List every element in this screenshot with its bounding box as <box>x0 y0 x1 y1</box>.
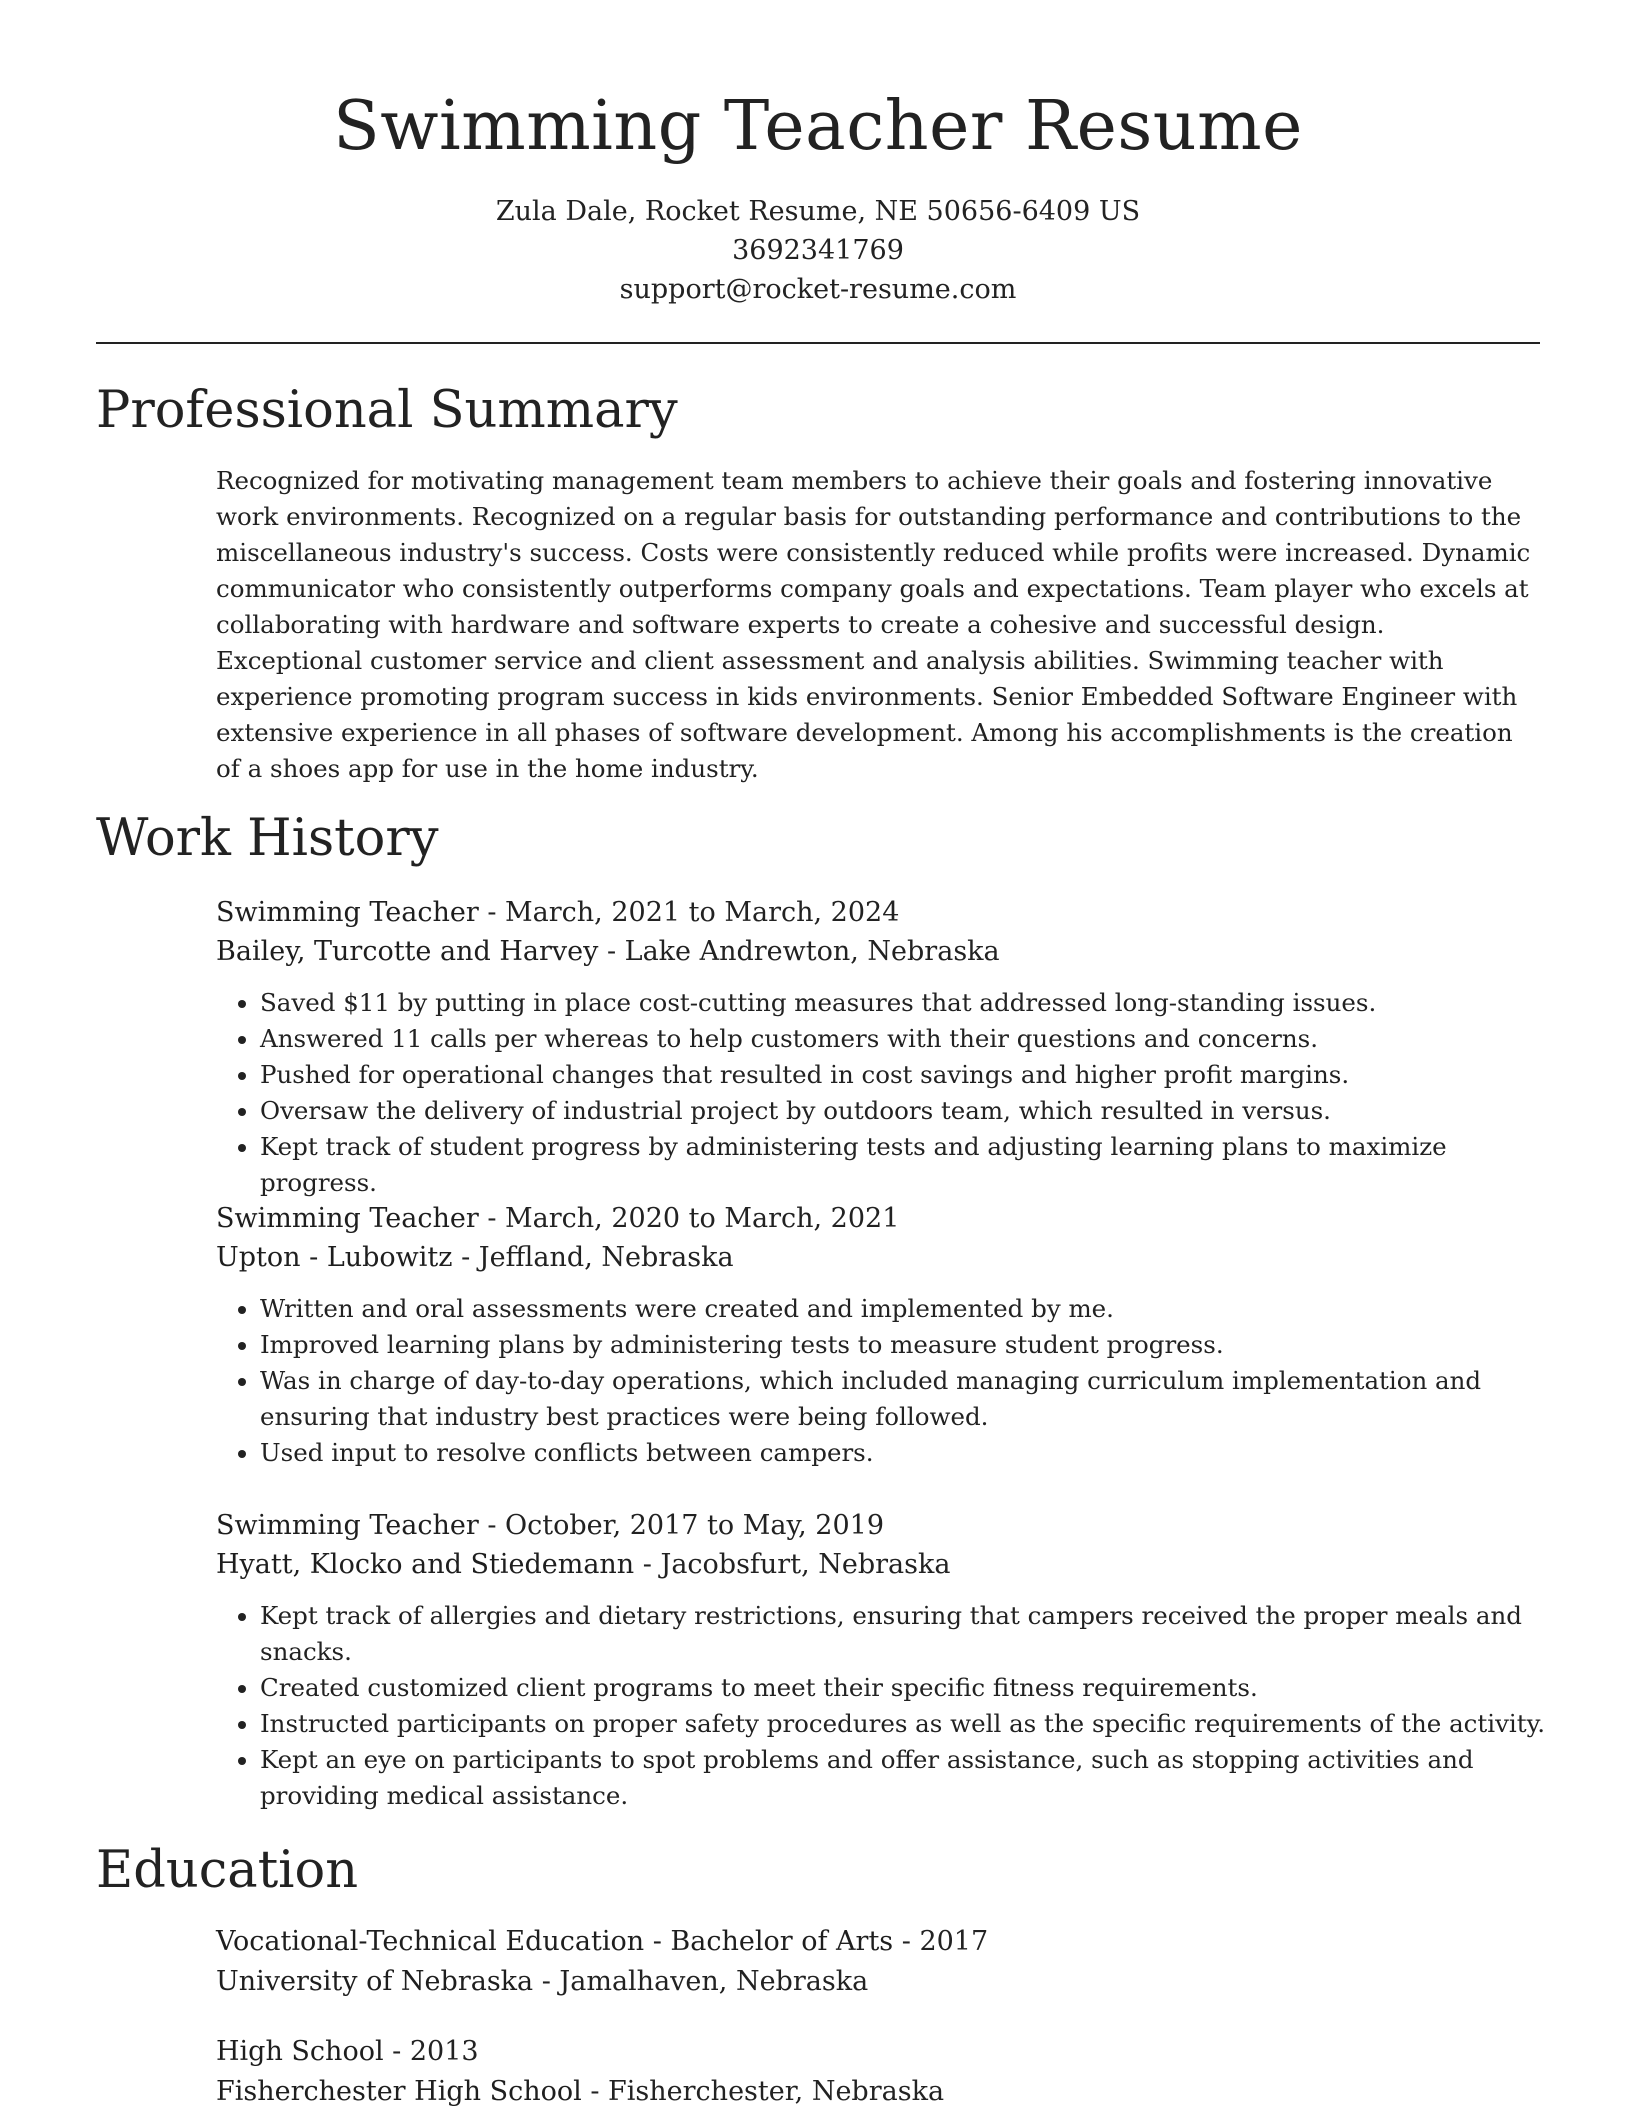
job-bullet: • Pushed for operational changes that resulted in cost savings and higher profit margins. <box>260 1057 1546 1093</box>
job-employer-line <box>216 1545 1546 1584</box>
job-entry <box>216 1199 1546 1471</box>
job-dates: - October, 2017 to May, 2019 <box>478 1510 885 1541</box>
education-degree-line <box>216 1922 1536 1962</box>
job-bullet: • Created customized client programs to meet their specific fitness requirements. <box>260 1670 1546 1706</box>
job-title: Swimming Teacher <box>216 897 479 928</box>
education-degree-line <box>216 2032 1536 2072</box>
education-degree: Vocational-Technical Education - Bachelor of Arts <box>216 1926 894 1957</box>
contact-phone: 3692341769 <box>732 235 904 266</box>
summary-text: Recognized for motivating management team members to achieve their goals and fostering innovative work environments. Recognized on a regular basis for outstanding performance and contributions to the miscellaneous industry's success. Costs were consistently reduced while profits were increased. Dynamic communicator who consistently outperforms company goals and expectations. Team player who excels at collaborating with hardware and software experts to create a cohesive and successful design. Exceptional customer service and client assessment and analysis abilities. Swimming teacher with experience promoting program success in kids environments. Senior Embedded Software Engineer with extensive experience in all phases of software development. Among his accomplishments is the creation of a shoes app for use in the home industry. <box>216 466 1531 783</box>
work-history-heading: Work History <box>96 809 439 868</box>
education-entry <box>216 1922 1536 2002</box>
job-bullets <box>216 1291 1546 1471</box>
education-school: Fisherchester High School <box>216 2076 582 2107</box>
job-title: Swimming Teacher <box>216 1510 479 1541</box>
job-bullet: • Instructed participants on proper safety procedures as well as the specific requirements of the activity. <box>260 1706 1546 1742</box>
job-dates: - March, 2021 to March, 2024 <box>478 897 900 928</box>
education-heading: Education <box>96 1841 359 1900</box>
job-employer: Hyatt, Klocko and Stiedemann <box>216 1549 635 1580</box>
header-divider <box>96 342 1540 344</box>
contact-block <box>96 192 1540 309</box>
summary-heading: Professional Summary <box>96 381 678 440</box>
job-title: Swimming Teacher <box>216 1203 479 1234</box>
job-bullet: • Answered 11 calls per whereas to help customers with their questions and concerns. <box>260 1021 1546 1057</box>
job-bullet: • Written and oral assessments were created and implemented by me. <box>260 1291 1546 1327</box>
job-employer: Bailey, Turcotte and Harvey <box>216 936 599 967</box>
job-title-line <box>216 1506 1546 1545</box>
contact-email: support@rocket-resume.com <box>619 274 1017 305</box>
job-entry <box>216 1506 1546 1814</box>
job-bullet: • Saved $11 by putting in place cost-cutting measures that addressed long-standing issues. <box>260 985 1546 1021</box>
job-title-line <box>216 893 1546 932</box>
education-location: - Jamalhaven, Nebraska <box>533 1966 869 1997</box>
job-bullet: • Kept track of allergies and dietary restrictions, ensuring that campers received the proper meals and snacks. <box>260 1598 1546 1670</box>
education-year: - 2013 <box>383 2036 479 2067</box>
job-bullet: • Kept track of student progress by administering tests and adjusting learning plans to maximize progress. <box>260 1129 1546 1201</box>
job-bullets <box>216 1598 1546 1814</box>
job-bullet: • Used input to resolve conflicts between campers. <box>260 1435 1546 1471</box>
contact-address: Zula Dale, Rocket Resume, NE 50656-6409 US <box>495 196 1141 227</box>
job-entry <box>216 893 1546 1201</box>
job-employer: Upton - Lubowitz <box>216 1242 453 1273</box>
job-location: - Lake Andrewton, Nebraska <box>598 936 1000 967</box>
job-location: - Jeffland, Nebraska <box>452 1242 734 1273</box>
education-entry <box>216 2032 1536 2112</box>
education-school-line <box>216 1962 1536 2002</box>
job-employer-line <box>216 932 1546 971</box>
job-bullet: • Was in charge of day-to-day operations, which included managing curriculum implementation and ensuring that industry best practices were being followed. <box>260 1363 1546 1435</box>
resume-title: Swimming Teacher Resume <box>333 87 1303 166</box>
job-bullet: • Kept an eye on participants to spot problems and offer assistance, such as stopping activities and providing medical assistance. <box>260 1742 1546 1814</box>
job-employer-line <box>216 1238 1546 1277</box>
education-school-line <box>216 2072 1536 2112</box>
education-school: University of Nebraska <box>216 1966 534 1997</box>
job-dates: - March, 2020 to March, 2021 <box>478 1203 900 1234</box>
education-year: - 2017 <box>893 1926 989 1957</box>
job-location: - Jacobsfurt, Nebraska <box>634 1549 951 1580</box>
education-location: - Fisherchester, Nebraska <box>581 2076 945 2107</box>
job-title-line <box>216 1199 1546 1238</box>
job-bullet: • Improved learning plans by administering tests to measure student progress. <box>260 1327 1546 1363</box>
education-degree: High School <box>216 2036 384 2067</box>
job-bullet: • Oversaw the delivery of industrial project by outdoors team, which resulted in versus. <box>260 1093 1546 1129</box>
job-bullets <box>216 985 1546 1201</box>
